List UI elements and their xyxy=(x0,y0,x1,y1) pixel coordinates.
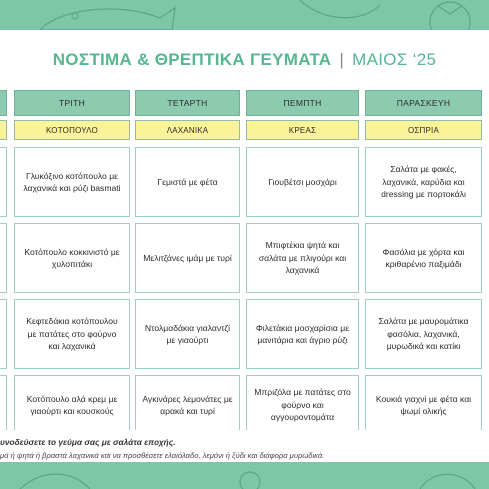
title-text: ΝΟΣΤΙΜΑ & ΘΡΕΠΤΙΚΑ ΓΕΥΜΑΤΑ xyxy=(52,50,332,69)
meal-plan-grid xyxy=(0,90,489,430)
food-illustrations-bottom xyxy=(0,462,489,489)
day-header-thursday: ΠΕΜΠΤΗ xyxy=(246,90,359,116)
title-month: ΜΑΙΟΣ ‘25 xyxy=(352,50,437,69)
meal-cell: Κουκιά γιαχνί με φέτα και ψωμί ολικής xyxy=(365,375,482,430)
theme-thursday: ΚΡΕΑΣ xyxy=(246,120,359,140)
day-header-wednesday: ΤΕΤΑΡΤΗ xyxy=(135,90,240,116)
day-header-cutoff xyxy=(0,90,7,116)
meal-cell: Μπριζόλα με πατάτες στο φούρνο και αγγουροντομάτα xyxy=(246,375,359,430)
day-header-friday: ΠΑΡΑΣΚΕΥΗ xyxy=(365,90,482,116)
title-separator: | xyxy=(339,50,345,69)
meal-cell: Φιλετάκια μοσχαρίσια με μανιτάρια και άγριο ρύζι xyxy=(246,299,359,369)
meal-cell-cutoff xyxy=(0,375,7,430)
theme-friday: ΟΣΠΡΙΑ xyxy=(365,120,482,140)
meal-cell: Μπιφτέκια ψητά και σαλάτα με πλιγούρι και λαχανικά xyxy=(246,223,359,293)
meal-cell: Μελιτζάνες ιμάμ με τυρί xyxy=(135,223,240,293)
meal-cell: Κοτόπουλο κοκκινιστό με χυλοπιτάκι xyxy=(14,223,130,293)
page-title xyxy=(0,50,489,70)
meal-cell-cutoff xyxy=(0,299,7,369)
meal-cell: Κοτόπουλο αλά κρεμ με γιαούρτι και κουσκούς xyxy=(14,375,130,430)
top-decorative-band xyxy=(0,0,489,30)
day-header-tuesday: ΤΡΙΤΗ xyxy=(14,90,130,116)
footnote-salad: υνοδεύσετε το γεύμα σας με σαλάτα εποχής. xyxy=(0,437,176,447)
meal-cell-cutoff xyxy=(0,147,7,217)
meal-cell: Αγκινάρες λεμονάτες με αρακά και τυρί xyxy=(135,375,240,430)
food-illustrations-top xyxy=(0,0,489,30)
theme-wednesday: ΛΑΧΑΝΙΚΑ xyxy=(135,120,240,140)
meal-cell: Σαλάτα με μαυρομάτικα φασόλια, λαχανικά, μυρωδικά και κατίκι xyxy=(365,299,482,369)
footnote-vegetables: μά ή ψητά ή βραστά λαχανικά και να προσθέσετε ελαιόλαδο, λεμόνι ή ξύδι και διάφορα μυρωδικά. xyxy=(0,451,325,460)
bottom-decorative-band xyxy=(0,462,489,489)
meal-cell: Γλυκόξινο κοτόπουλο με λαχανικά και ρύζι basmati xyxy=(14,147,130,217)
meal-cell: Γεμιστά με φέτα xyxy=(135,147,240,217)
meal-cell-cutoff xyxy=(0,223,7,293)
theme-tuesday: ΚΟΤΟΠΟΥΛΟ xyxy=(14,120,130,140)
meal-cell: Γιουβέτσι μοσχάρι xyxy=(246,147,359,217)
meal-cell: Σαλάτα με φακές, λαχανικά, καρύδια και dressing με πορτοκάλι xyxy=(365,147,482,217)
theme-cutoff xyxy=(0,120,7,140)
meal-cell: Ντολμαδάκια γιαλαντζί με γιαούρτι xyxy=(135,299,240,369)
meal-cell: Κεφτεδάκια κοτόπουλου με πατάτες στο φούρνο και λαχανικά xyxy=(14,299,130,369)
meal-cell: Φασόλια με χόρτα και κριθαρένιο παξιμάδι xyxy=(365,223,482,293)
